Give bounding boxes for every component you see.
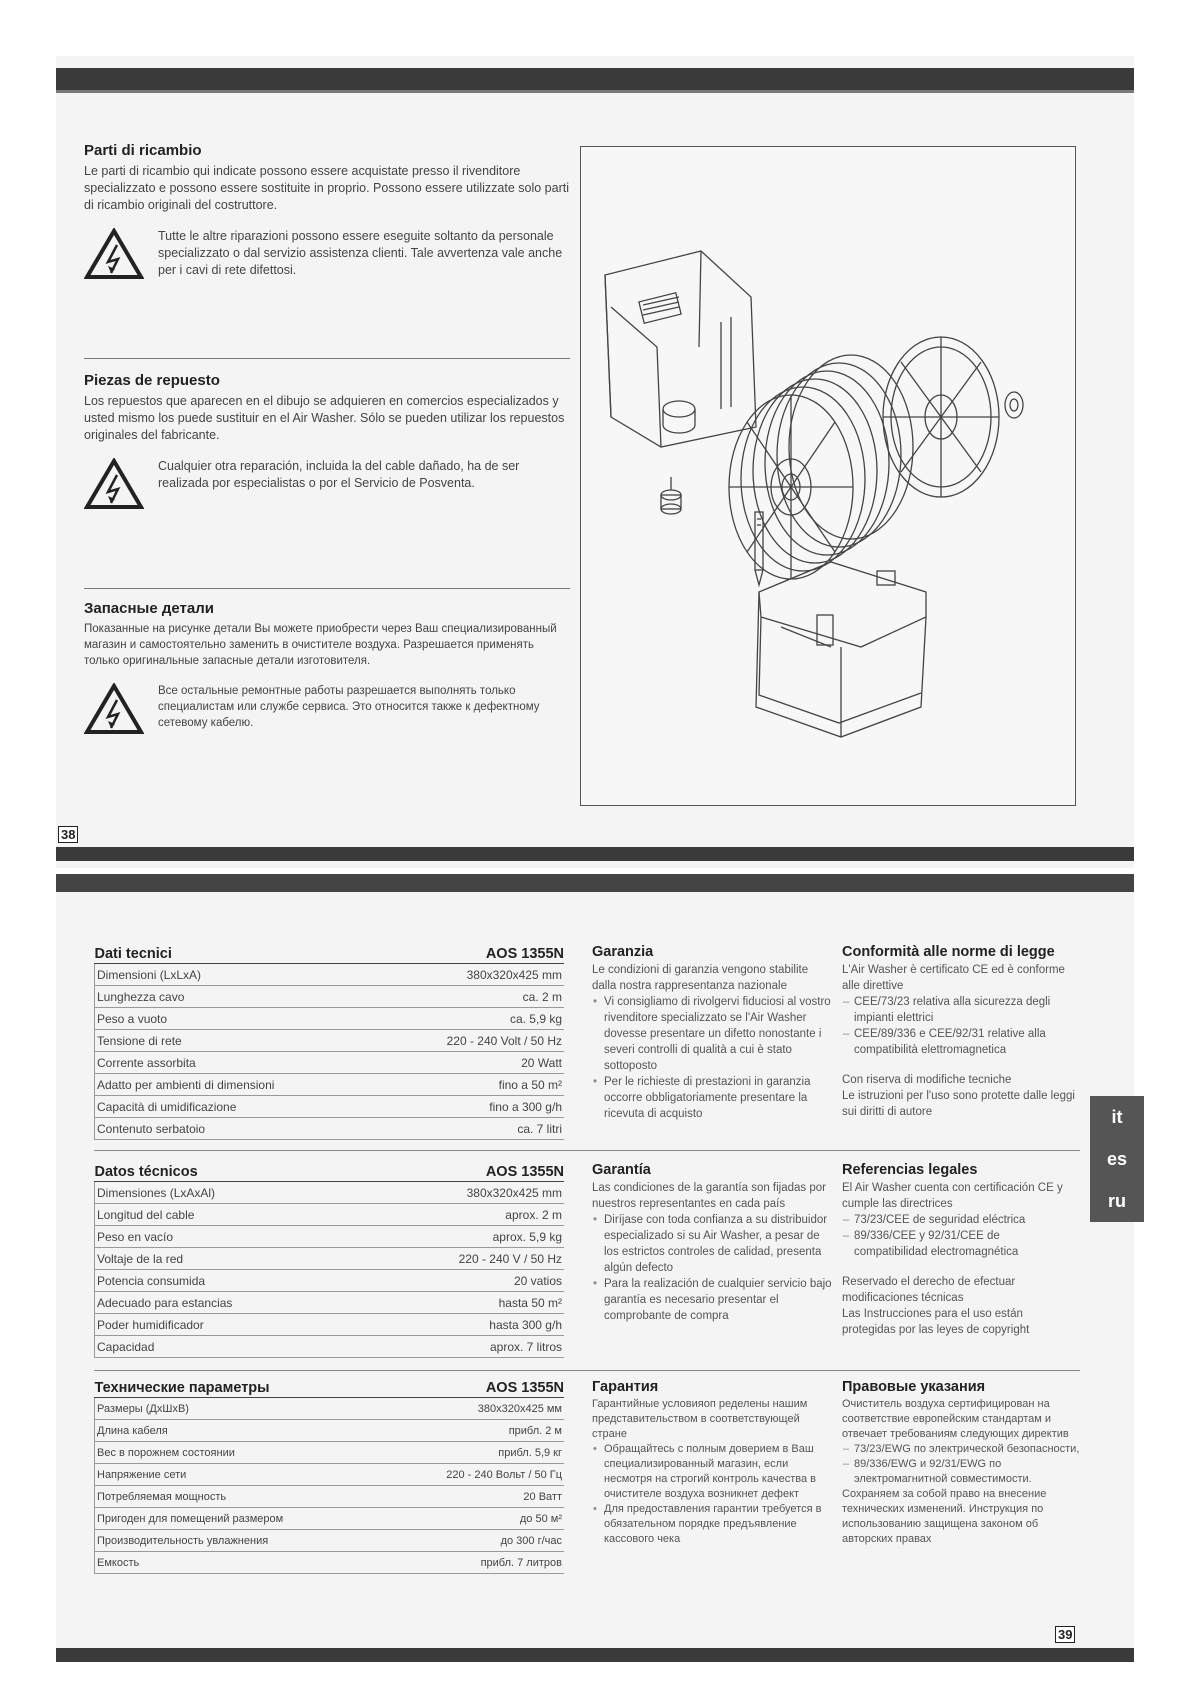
top-footer-bar xyxy=(56,847,1134,861)
spec-row xyxy=(95,1508,565,1530)
spec-table-es xyxy=(94,1164,564,1358)
spec-label: Voltaje de la red xyxy=(95,1248,361,1270)
page-number: 39 xyxy=(1055,1626,1075,1643)
spec-row xyxy=(95,1118,565,1140)
legal-title: Conformità alle norme di legge xyxy=(842,944,1055,960)
spec-row xyxy=(95,1096,565,1118)
section-title: Запасные детали xyxy=(84,600,214,617)
warranty-item: • Обращайтесь с полным доверием в Ваш специализированный магазин, если несмотря на строгий контроль качества в очистителе воздуха возникнет дефект xyxy=(592,1442,832,1502)
spec-label: Пригоден для помещений размером xyxy=(95,1508,383,1530)
legal-intro: El Air Washer cuenta con certificación CE y cumple las directrices xyxy=(842,1182,1063,1210)
spec-value: aprox. 5,9 kg xyxy=(360,1226,564,1248)
warranty-item: • Per le richieste di prestazioni in garanzia occorre obbligatoriamente presentare la ricevuta di acquisto xyxy=(592,1074,832,1122)
legal-note: Las Instrucciones para el uso están protegidas por las leyes de copyright xyxy=(842,1308,1030,1336)
spec-value: 220 - 240 Вольт / 50 Гц xyxy=(383,1464,564,1486)
spec-row xyxy=(95,1530,565,1552)
lang-tab-es: es xyxy=(1090,1138,1144,1180)
section-body: Los repuestos que aparecen en el dibujo se adquieren en comercios especializados y usted mismo los puede sustituir en el Air Washer. Sólo se pueden utilizar los repuestos originales del fabricante. xyxy=(84,394,565,442)
spec-row xyxy=(95,1182,565,1204)
spec-model: AOS 1355N xyxy=(378,946,564,964)
spec-value: 220 - 240 Volt / 50 Hz xyxy=(378,1030,564,1052)
spec-model: AOS 1355N xyxy=(360,1164,564,1182)
top-header-bar xyxy=(56,68,1134,90)
warranty-it xyxy=(592,944,832,1122)
spec-label: Longitud del cable xyxy=(95,1204,361,1226)
spec-value: 20 Ватт xyxy=(383,1486,564,1508)
spec-label: Производительность увлажнения xyxy=(95,1530,383,1552)
electric-warning-icon xyxy=(84,683,144,735)
spec-table-ru xyxy=(94,1380,564,1574)
legal-es xyxy=(842,1162,1064,1338)
spec-row xyxy=(95,964,565,986)
warranty-title: Garantía xyxy=(592,1162,651,1178)
spec-value: 380x320x425 mm xyxy=(378,964,564,986)
spec-value: 20 vatios xyxy=(360,1270,564,1292)
spec-value: aprox. 7 litros xyxy=(360,1336,564,1358)
legal-note: Сохраняем за собой право на внесение технических изменений. Инструкция по использованию защищена законом об авторских правах xyxy=(842,1488,1047,1545)
warranty-item: • Para la realización de cualquier servicio bajo garantía es necesario presentar el comprobante de compra xyxy=(592,1276,832,1324)
warning-block xyxy=(84,228,570,280)
spec-label: Adatto per ambienti di dimensioni xyxy=(95,1074,378,1096)
spec-row xyxy=(95,1270,565,1292)
lang-tab-it: it xyxy=(1090,1096,1144,1138)
warning-text: Cualquier otra reparación, incluida la del cable dañado, ha de ser realizada por especialistas o por el Servicio de Posventa. xyxy=(158,459,520,490)
spec-label: Peso en vacío xyxy=(95,1226,361,1248)
warranty-intro: Гарантийные условияоп ределены нашим представительством в соответствующей стране xyxy=(592,1398,808,1440)
legal-item: – CEE/73/23 relativa alla sicurezza degli impianti elettrici xyxy=(842,994,1080,1026)
legal-item: – 73/23/CEE de seguridad eléctrica xyxy=(842,1212,1064,1228)
spec-label: Длина кабеля xyxy=(95,1420,383,1442)
electric-warning-icon xyxy=(84,458,144,510)
legal-it xyxy=(842,944,1080,1120)
spec-row xyxy=(95,986,565,1008)
spec-value: прибл. 5,9 кг xyxy=(383,1442,564,1464)
legal-note: Le istruzioni per l'uso sono protette dalle leggi sui diritti di autore xyxy=(842,1090,1075,1118)
legal-title: Referencias legales xyxy=(842,1162,978,1178)
spec-label: Dimensioni (LxLxA) xyxy=(95,964,378,986)
spec-row xyxy=(95,1248,565,1270)
warranty-title: Гарантия xyxy=(592,1379,659,1395)
legal-item: – 89/336/CEE y 92/31/CEE de compatibilidad electromagnética xyxy=(842,1228,1064,1260)
legal-ru xyxy=(842,1380,1080,1547)
spec-row xyxy=(95,1442,565,1464)
spec-row xyxy=(95,1552,565,1574)
lang-tab-ru: ru xyxy=(1090,1180,1144,1222)
warranty-item: • Diríjase con toda confianza a su distribuidor especializado si su Air Washer, a pesar de los estrictos controles de calidad, presenta algún defecto xyxy=(592,1212,832,1276)
disk-stack-part xyxy=(729,355,913,579)
spec-row xyxy=(95,1074,565,1096)
warranty-es xyxy=(592,1162,832,1324)
legal-note: Reservado el derecho de efectuar modificaciones técnicas xyxy=(842,1276,1016,1304)
spec-row xyxy=(95,1030,565,1052)
spec-label: Tensione di rete xyxy=(95,1030,378,1052)
spec-label: Adecuado para estancias xyxy=(95,1292,361,1314)
block-divider xyxy=(94,1150,1080,1151)
spec-value: hasta 50 m² xyxy=(360,1292,564,1314)
spec-label: Capacità di umidificazione xyxy=(95,1096,378,1118)
spec-value: ca. 7 litri xyxy=(378,1118,564,1140)
spec-table-it xyxy=(94,946,564,1140)
legal-title: Правовые указания xyxy=(842,1379,986,1395)
float-knob-part xyxy=(661,477,681,514)
block-divider xyxy=(94,1370,1080,1371)
gear-part xyxy=(1005,392,1023,418)
spec-label: Вес в порожнем состоянии xyxy=(95,1442,383,1464)
water-tank-part xyxy=(605,251,756,447)
legal-item: – CEE/89/336 e CEE/92/31 relative alla compatibilità elettromagnetica xyxy=(842,1026,1080,1058)
spec-row xyxy=(95,1336,565,1358)
section-title: Parti di ricambio xyxy=(84,142,202,159)
spec-value: прибл. 7 литров xyxy=(383,1552,564,1574)
spec-title: Технические параметры xyxy=(95,1380,383,1398)
spec-value: ca. 2 m xyxy=(378,986,564,1008)
spec-row xyxy=(95,1226,565,1248)
spec-label: Dimensiones (LxAxAl) xyxy=(95,1182,361,1204)
spec-row xyxy=(95,1314,565,1336)
warranty-intro: Le condizioni di garanzia vengono stabilite dalla nostra rappresentanza nazionale xyxy=(592,964,809,992)
spec-value: aprox. 2 m xyxy=(360,1204,564,1226)
spec-value: 20 Watt xyxy=(378,1052,564,1074)
spare-parts-illustration xyxy=(580,146,1076,806)
spec-label: Potencia consumida xyxy=(95,1270,361,1292)
spec-label: Poder humidificador xyxy=(95,1314,361,1336)
spec-row xyxy=(95,1420,565,1442)
spec-row xyxy=(95,1204,565,1226)
section-zapasnye-detali xyxy=(84,600,570,735)
legal-item: – 89/336/EWG и 92/31/EWG по электромагнитной совместимости. xyxy=(842,1457,1080,1487)
legal-intro: L'Air Washer è certificato CE ed è conforme alle direttive xyxy=(842,964,1065,992)
divider xyxy=(84,588,570,589)
spec-value: 380x320x425 мм xyxy=(383,1398,564,1420)
legal-intro: Очиститель воздуха сертифицирован на соответствие европейским стандартам и отвечает требованиям следующих директив xyxy=(842,1398,1069,1440)
spec-label: Peso a vuoto xyxy=(95,1008,378,1030)
legal-note: Con riserva di modifiche tecniche xyxy=(842,1074,1012,1086)
section-body: Показанные на рисунке детали Вы можете приобрести через Ваш специализированный магазин и самостоятельно заменить в очистителе воздуха. Разрешается применять только оригинальные запасные детали изготовителя. xyxy=(84,623,557,667)
bottom-header-bar xyxy=(56,874,1134,892)
spec-value: fino a 300 g/h xyxy=(378,1096,564,1118)
section-title: Piezas de repuesto xyxy=(84,372,220,389)
spec-model: AOS 1355N xyxy=(383,1380,564,1398)
electric-warning-icon xyxy=(84,228,144,280)
divider xyxy=(84,358,570,359)
spec-row xyxy=(95,1008,565,1030)
spec-row xyxy=(95,1292,565,1314)
top-header-strip xyxy=(56,90,1134,93)
spec-value: до 300 г/час xyxy=(383,1530,564,1552)
exploded-view-drawing xyxy=(581,147,1075,805)
spec-value: 220 - 240 V / 50 Hz xyxy=(360,1248,564,1270)
spec-label: Потребляемая мощность xyxy=(95,1486,383,1508)
spec-label: Capacidad xyxy=(95,1336,361,1358)
legal-item: – 73/23/EWG по электрической безопасности, xyxy=(842,1442,1080,1457)
warranty-title: Garanzia xyxy=(592,944,654,960)
spec-value: 380x320x425 mm xyxy=(360,1182,564,1204)
spec-value: до 50 м² xyxy=(383,1508,564,1530)
spec-label: Corrente assorbita xyxy=(95,1052,378,1074)
base-tray-part xyxy=(756,562,926,737)
warning-text: Tutte le altre riparazioni possono essere eseguite soltanto da personale specializzato o dal servizio assistenza clienti. Tale avvertenza vale anche per i cavi di rete difettosi. xyxy=(158,229,563,277)
spec-row xyxy=(95,1486,565,1508)
spec-label: Размеры (ДxШxВ) xyxy=(95,1398,383,1420)
warranty-intro: Las condiciones de la garantía son fijadas por nuestros representantes en cada país xyxy=(592,1182,826,1210)
spec-value: прибл. 2 м xyxy=(383,1420,564,1442)
spec-row xyxy=(95,1052,565,1074)
warning-block xyxy=(84,683,570,735)
spec-title: Datos técnicos xyxy=(95,1164,361,1182)
warranty-ru xyxy=(592,1380,832,1547)
warning-block xyxy=(84,458,570,510)
section-body: Le parti di ricambio qui indicate possono essere acquistate presso il rivenditore specializzato e possono essere sostituite in proprio. Possono essere utilizzate solo parti di ricambio originali del costruttore. xyxy=(84,164,569,212)
warranty-item: • Vi consigliamo di rivolgervi fiduciosi al vostro rivenditore specializzato se l'Air Washer dovesse presentare un difetto nonostante i severi controlli di qualità a cui è stato sottoposto xyxy=(592,994,832,1074)
page-number: 38 xyxy=(58,826,78,843)
spec-title: Dati tecnici xyxy=(95,946,378,964)
section-piezas-de-repuesto xyxy=(84,372,570,510)
warranty-item: • Для предоставления гарантии требуется в обязательном порядке предъявление кассового чека xyxy=(592,1502,832,1547)
bottom-footer-bar xyxy=(56,1648,1134,1662)
spec-label: Contenuto serbatoio xyxy=(95,1118,378,1140)
spec-row xyxy=(95,1398,565,1420)
spec-label: Напряжение сети xyxy=(95,1464,383,1486)
spec-label: Lunghezza cavo xyxy=(95,986,378,1008)
spec-value: fino a 50 m² xyxy=(378,1074,564,1096)
spec-value: hasta 300 g/h xyxy=(360,1314,564,1336)
section-parti-di-ricambio xyxy=(84,142,570,280)
spec-label: Емкость xyxy=(95,1552,383,1574)
spec-row xyxy=(95,1464,565,1486)
warning-text: Все остальные ремонтные работы разрешается выполнять только специалистам или службе сервиса. Это относится также к дефектному сетевому кабелю. xyxy=(158,685,540,729)
spec-value: ca. 5,9 kg xyxy=(378,1008,564,1030)
